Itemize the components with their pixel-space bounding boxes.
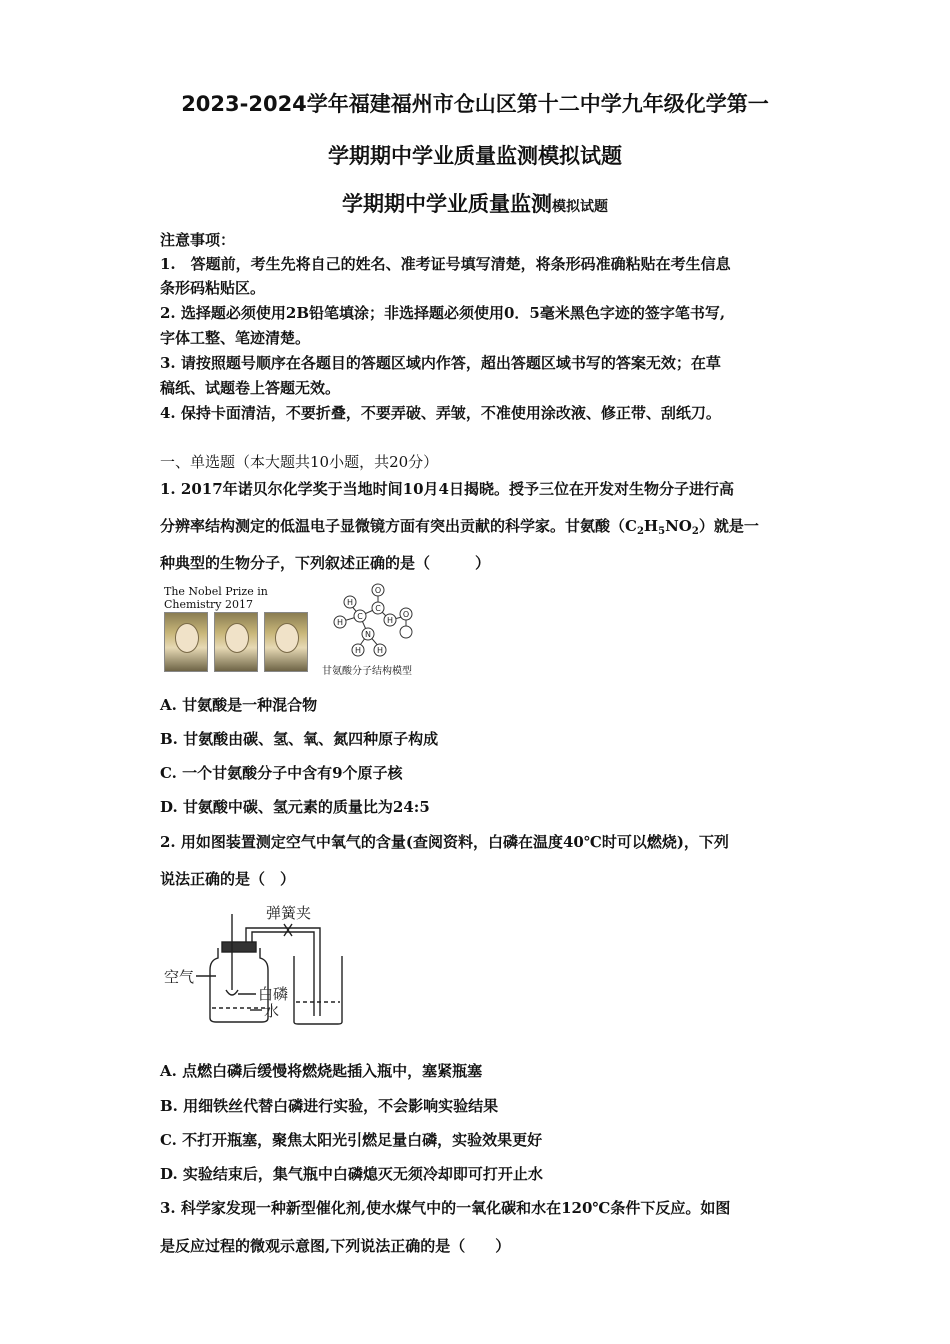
laureate-portrait-3 — [264, 612, 308, 672]
glycine-model-figure — [320, 578, 430, 680]
q2-option-c: C. 不打开瓶塞，聚焦太阳光引燃足量白磷，实验效果更好 — [160, 1131, 543, 1149]
notice-heading: 注意事项： — [160, 231, 236, 249]
notice-item-4: 4. 保持卡面清洁，不要折叠，不要弄破、弄皱，不准使用涂改液、修正带、刮纸刀。 — [160, 404, 721, 422]
glycine-model-caption: 甘氨酸分子结构模型 — [322, 666, 412, 677]
q1-option-c: C. 一个甘氨酸分子中含有9个原子核 — [160, 764, 403, 782]
atom-h-5: H — [376, 646, 384, 655]
atom-h-3: H — [386, 616, 394, 625]
atom-c-alpha: C — [357, 612, 363, 621]
apparatus-figure — [160, 898, 360, 1030]
notice-item-1b: 条形码粘贴区。 — [160, 279, 266, 297]
nobel-caption-line1: The Nobel Prize in — [164, 585, 268, 598]
q1-formula-h: H — [643, 517, 659, 535]
atom-h-4: H — [354, 646, 362, 655]
notice-item-1a: 1. 答题前，考生先将自己的姓名、准考证号填写清楚，将条形码准确粘贴在考生信息 — [160, 255, 731, 273]
exam-title-line3-small: 模拟试题 — [552, 199, 608, 215]
q1-line3: 种典型的生物分子，下列叙述正确的是（ ） — [160, 554, 491, 572]
notice-item-2a: 2. 选择题必须使用2B铅笔填涂；非选择题必须使用0．5毫米黑色字迹的签字笔书写, — [160, 304, 726, 322]
notice-item-3b: 稿纸、试题卷上答题无效。 — [160, 379, 341, 397]
q1-option-a: A. 甘氨酸是一种混合物 — [160, 696, 318, 714]
section-heading: 一、单选题（本大题共10小题，共20分） — [160, 453, 439, 471]
label-air: 空气 — [164, 968, 195, 986]
q3-line2: 是反应过程的微观示意图,下列说法正确的是（ ） — [160, 1237, 511, 1255]
q1-formula-sub3: 2 — [691, 526, 699, 537]
exam-title-line1: 2023-2024学年福建福州市仓山区第十二中学九年级化学第一 — [181, 92, 769, 116]
atom-c-carboxyl: C — [375, 604, 381, 613]
q2-line2: 说法正确的是（ ） — [160, 870, 296, 888]
atom-h-2: H — [336, 618, 344, 627]
label-water: 水 — [264, 1002, 280, 1020]
nobel-prize-figure — [160, 580, 310, 680]
q3-line1: 3. 科学家发现一种新型催化剂,使水煤气中的一氧化碳和水在120℃条件下反应。如图 — [160, 1199, 731, 1217]
q1-formula-no: NO — [665, 517, 692, 535]
q2-option-b: B. 用细铁丝代替白磷进行实验，不会影响实验结果 — [160, 1097, 499, 1115]
q1-line2 — [160, 515, 759, 537]
q2-option-d: D. 实验结束后，集气瓶中白磷熄灭无须冷却即可打开止水 — [160, 1165, 543, 1183]
exam-title-line2: 学期期中学业质量监测模拟试题 — [328, 144, 622, 168]
q1-line2-pre: 分辨率结构测定的低温电子显微镜方面有突出贡献的科学家。甘氨酸（C — [160, 517, 637, 535]
exam-title-line3-main: 学期期中学业质量监测 — [342, 192, 552, 216]
label-spring-clamp: 弹簧夹 — [266, 904, 312, 922]
apparatus-diagram — [160, 898, 360, 1030]
q1-option-d: D. 甘氨酸中碳、氢元素的质量比为24:5 — [160, 798, 430, 816]
exam-title-line3 — [0, 188, 950, 218]
notice-item-2b: 字体工整、笔迹清楚。 — [160, 329, 311, 347]
q2-option-a: A. 点燃白磷后缓慢将燃烧匙插入瓶中，塞紧瓶塞 — [160, 1062, 483, 1080]
q1-option-b: B. 甘氨酸由碳、氢、氧、氮四种原子构成 — [160, 730, 439, 748]
q1-line1: 1. 2017年诺贝尔化学奖于当地时间10月4日揭晓。授予三位在开发对生物分子进行高 — [160, 480, 734, 498]
nobel-caption-line2: Chemistry 2017 — [164, 598, 253, 611]
laureate-portrait-2 — [214, 612, 258, 672]
label-white-phosphorus: 白磷 — [258, 985, 289, 1003]
q1-line2-post: ）就是一 — [698, 517, 759, 535]
laureate-portrait-1 — [164, 612, 208, 672]
q2-line1: 2. 用如图装置测定空气中氧气的含量(查阅资料，白磷在温度40℃时可以燃烧)，下列 — [160, 833, 729, 851]
q1-formula-sub1: 2 — [636, 526, 644, 537]
atom-o-top: O — [374, 586, 382, 595]
atom-h-1: H — [346, 598, 354, 607]
q1-formula-sub2: 5 — [658, 526, 666, 537]
atom-n: N — [365, 630, 371, 639]
notice-item-3a: 3. 请按照题号顺序在各题目的答题区域内作答，超出答题区域书写的答案无效；在草 — [160, 354, 721, 372]
atom-o-hydroxyl: O — [402, 610, 410, 619]
nobel-caption — [164, 585, 268, 611]
